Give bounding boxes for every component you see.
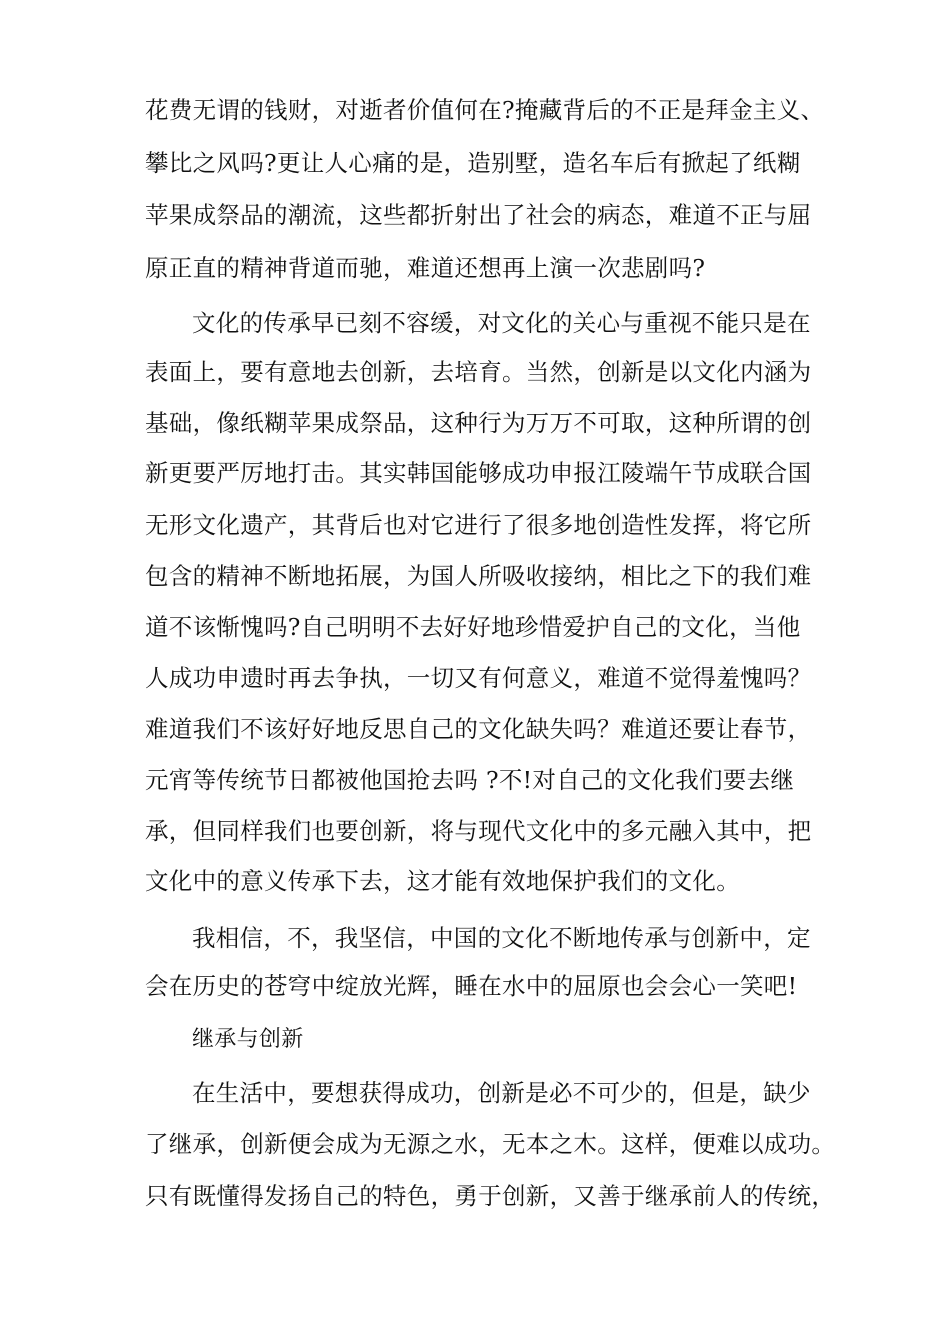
text-line-16: 文化中的意义传承下去，这才能有效地保护我们的文化。 — [145, 867, 740, 895]
text-line-3: 苹果成祭品的潮流，这些都折射出了社会的病态，难道不正与屈 — [145, 201, 812, 229]
text-line-13: 难道我们不该好好地反思自己的文化缺失吗？难道还要让春节， — [145, 715, 812, 743]
paragraph-start-line-5: 文化的传承早已刻不容缓，对文化的关心与重视不能只是在 — [192, 309, 811, 337]
text-line-11: 道不该惭愧吗?自己明明不去好好地珍惜爱护自己的文化，当他 — [145, 613, 801, 641]
text-line-21: 了继承，创新便会成为无源之水，无本之木。这样，便难以成功。 — [145, 1130, 836, 1158]
text-line-10: 包含的精神不断地拓展，为国人所吸收接纳，相比之下的我们难 — [145, 562, 812, 590]
text-line-7: 基础，像纸糊苹果成祭品，这种行为万万不可取，这种所谓的创 — [145, 409, 812, 437]
text-line-15: 承，但同样我们也要创新，将与现代文化中的多元融入其中，把 — [145, 817, 812, 845]
text-line-1: 花费无谓的钱财，对逝者价值何在?掩藏背后的不正是拜金主义、 — [145, 96, 825, 124]
paragraph-start-line-20: 在生活中，要想获得成功，创新是必不可少的，但是，缺少 — [192, 1079, 811, 1107]
text-line-6: 表面上，要有意地去创新，去培育。当然，创新是以文化内涵为 — [145, 358, 812, 386]
paragraph-start-line-17: 我相信，不，我坚信，中国的文化不断地传承与创新中，定 — [192, 924, 811, 952]
text-line-2: 攀比之风吗?更让人心痛的是，造别墅，造名车后有掀起了纸糊 — [145, 149, 801, 177]
text-line-14: 元宵等传统节日都被他国抢去吗 ?不!对自己的文化我们要去继 — [145, 766, 795, 794]
section-heading: 继承与创新 — [192, 1027, 304, 1052]
text-line-8: 新更要严厉地打击。其实韩国能够成功申报江陵端午节成联合国 — [145, 459, 812, 487]
text-line-18: 会在历史的苍穹中绽放光辉，睡在水中的屈原也会会心一笑吧! — [145, 972, 798, 1000]
text-line-22: 只有既懂得发扬自己的特色，勇于创新，又善于继承前人的传统， — [145, 1182, 836, 1210]
text-line-4: 原正直的精神背道而驰，难道还想再上演一次悲剧吗? — [145, 254, 706, 282]
text-line-12: 人成功申遗时再去争执，一切又有何意义，难道不觉得羞愧吗？ — [145, 664, 812, 692]
text-line-9: 无形文化遗产，其背后也对它进行了很多地创造性发挥，将它所 — [145, 511, 812, 539]
